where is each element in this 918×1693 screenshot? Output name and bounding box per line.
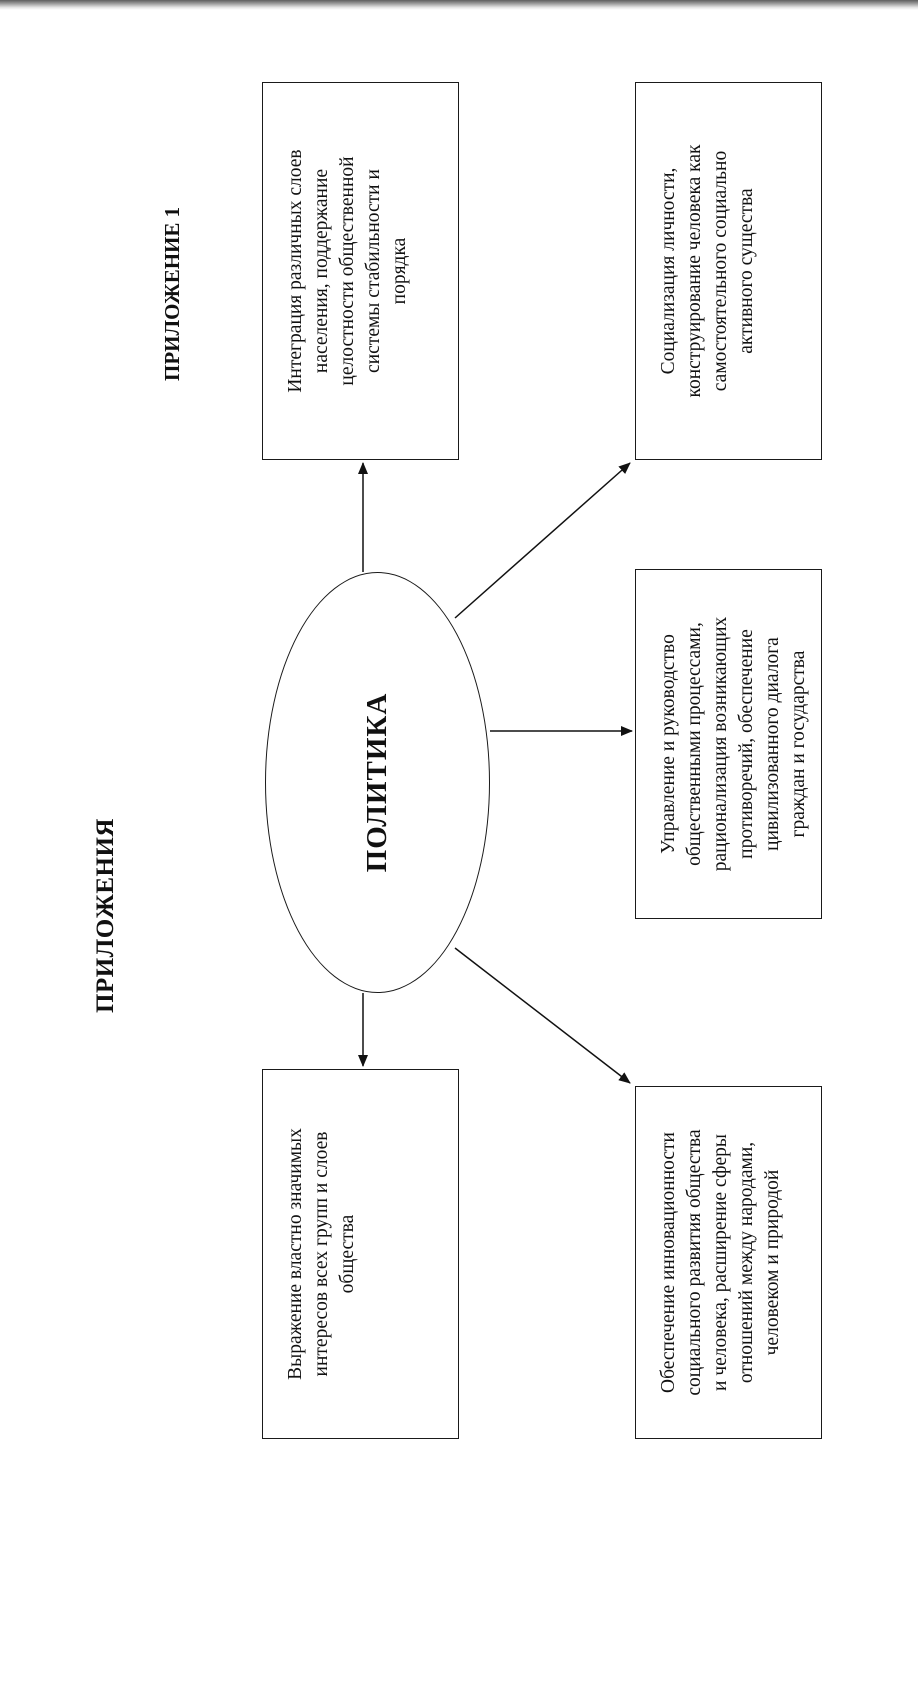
node-text-line: целостности общественной	[337, 156, 358, 386]
node-text-line: активного существа	[736, 188, 757, 354]
node-text-line: отношений между народами,	[736, 1141, 757, 1384]
node-text-line: Интеграция различных слоев	[285, 149, 306, 393]
node-text-line: порядка	[389, 237, 410, 305]
arrow-to-innovation	[455, 948, 630, 1083]
node-text-line: граждан и государства	[788, 650, 809, 838]
node-text-line: социального развития общества	[684, 1129, 705, 1396]
node-innovation	[635, 1086, 822, 1439]
node-text-line: конструирование человека как	[684, 144, 705, 398]
center-node-politics	[265, 572, 490, 993]
node-text-line: противоречий, обеспечение	[736, 629, 757, 859]
node-text-line: общественными процессами,	[684, 622, 705, 866]
page-title: ПРИЛОЖЕНИЯ	[92, 818, 119, 1013]
node-expression	[262, 1069, 459, 1439]
node-text-line: и человека, расширение сферы	[710, 1134, 731, 1391]
node-text-line: Управление и руководство	[658, 634, 679, 854]
node-text-line: населения, поддержание	[311, 168, 332, 374]
center-node-label: ПОЛИТИКА	[361, 692, 393, 873]
node-management	[635, 569, 822, 919]
node-text-line: интересов всех групп и слоев	[311, 1131, 332, 1377]
node-text-line: Социализация личности,	[658, 167, 679, 375]
node-text-line: рационализация возникающих	[710, 616, 731, 872]
arrow-to-socialization	[455, 463, 630, 618]
node-text-line: Выражение властно значимых	[285, 1128, 306, 1380]
node-socialization	[635, 82, 822, 460]
node-integration	[262, 82, 459, 460]
node-text-line: человеком и природой	[762, 1169, 783, 1356]
node-text-line: Обеспечение инновационности	[658, 1132, 679, 1394]
appendix-label: ПРИЛОЖЕНИЕ 1	[160, 206, 184, 381]
node-text-line: системы стабильности и	[363, 169, 384, 373]
node-text-line: самостоятельного социально	[710, 150, 731, 392]
node-text-line: общества	[337, 1214, 358, 1294]
node-text-line: цивилизованного диалога	[762, 637, 783, 851]
